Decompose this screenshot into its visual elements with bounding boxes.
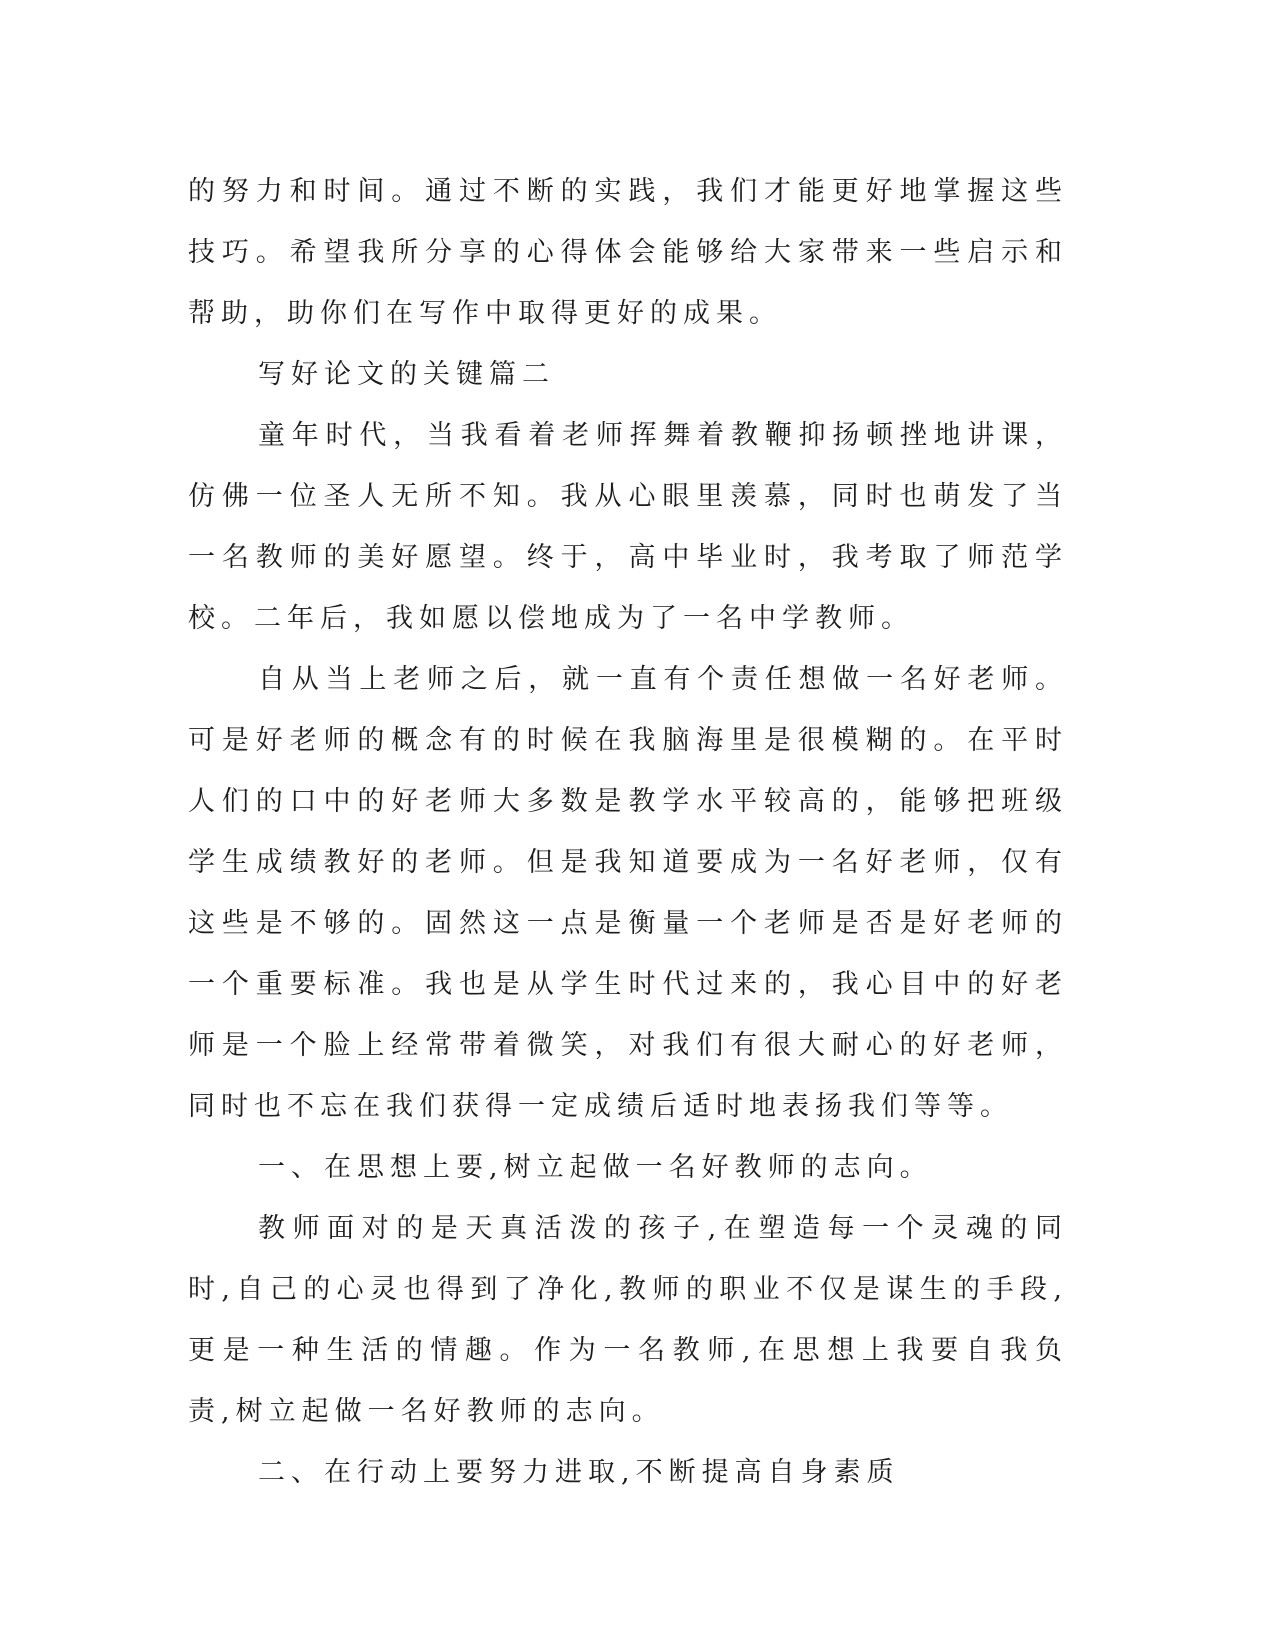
paragraph-childhood: 童年时代，当我看着老师挥舞着教鞭抑扬顿挫地讲课，仿佛一位圣人无所不知。我从心眼里羡慕，同时也萌发了当一名教师的美好愿望。终于，高中毕业时，我考取了师范学校。二年后，我如愿以偿地成为了一名中学教师。 (188, 420, 1068, 634)
paragraph-good-teacher: 自从当上老师之后，就一直有个责任想做一名好老师。可是好老师的概念有的时候在我脑海里是很模糊的。在平时人们的口中的好老师大多数是教学水平较高的，能够把班级学生成绩教好的老师。但是我知道要成为一名好老师，仅有这些是不够的。固然这一点是衡量一个老师是否是好老师的一个重要标准。我也是从学生时代过来的，我心目中的好老师是一个脸上经常带着微笑，对我们有很大耐心的好老师，同时也不忘在我们获得一定成绩后适时地表扬我们等等。 (188, 664, 1068, 1122)
point-one-heading: 一、在思想上要,树立起做一名好教师的志向。 (258, 1152, 933, 1183)
paragraph-continuation: 的努力和时间。通过不断的实践，我们才能更好地掌握这些技巧。希望我所分享的心得体会能够给大家带来一些启示和帮助，助你们在写作中取得更好的成果。 (188, 176, 1068, 329)
paragraph-point-one: 教师面对的是天真活泼的孩子,在塑造每一个灵魂的同时,自己的心灵也得到了净化,教师的职业不仅是谋生的手段,更是一种生活的情趣。作为一名教师,在思想上我要自我负责,树立起做一名好教师的志向。 (188, 1213, 1068, 1427)
document-body (188, 161, 1068, 1503)
point-two-heading: 二、在行动上要努力进取,不断提高自身素质 (258, 1457, 900, 1488)
section-heading: 写好论文的关键篇二 (258, 359, 555, 390)
